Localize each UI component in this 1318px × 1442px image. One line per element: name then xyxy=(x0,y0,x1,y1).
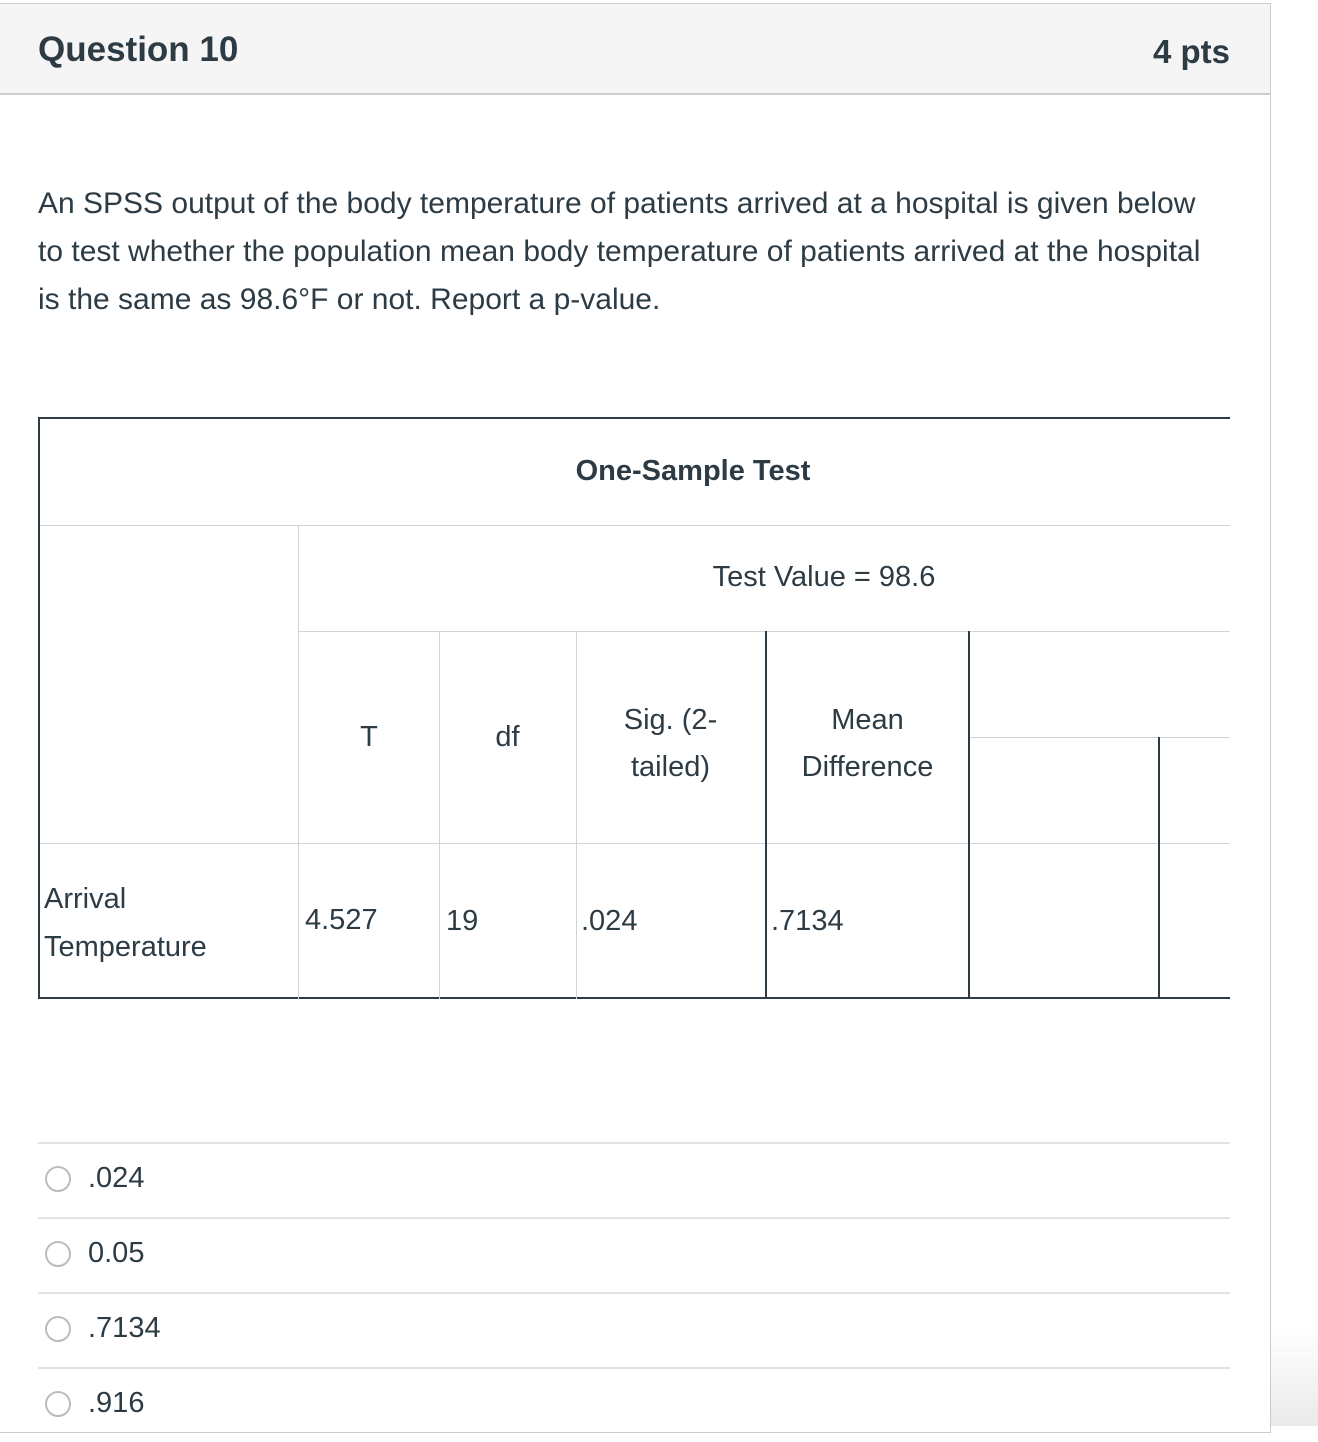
answer-option[interactable] xyxy=(38,1142,1230,1217)
answer-option[interactable] xyxy=(38,1367,1230,1442)
answer-label[interactable]: .024 xyxy=(88,1162,145,1194)
table-divider xyxy=(969,737,1230,738)
col-header-mean-line2: Difference xyxy=(801,751,934,783)
col-header-sig-line2: tailed) xyxy=(631,751,710,783)
cell-mean-difference-value: .7134 xyxy=(771,905,844,937)
table-left-border xyxy=(38,417,40,999)
cell-df-value: 19 xyxy=(446,905,479,937)
col-header-mean-difference xyxy=(767,697,968,791)
table-divider xyxy=(765,631,767,999)
answer-label[interactable]: .7134 xyxy=(88,1312,161,1344)
answer-label[interactable]: 0.05 xyxy=(88,1237,145,1269)
table-divider xyxy=(38,525,1230,526)
table-top-border xyxy=(38,417,1230,419)
one-sample-test-table xyxy=(38,417,1230,999)
radio-button[interactable] xyxy=(45,1316,71,1342)
row-label-line2: Temperature xyxy=(44,931,207,963)
table-divider xyxy=(298,525,299,999)
question-title: Question 10 xyxy=(38,30,239,69)
answer-label[interactable]: .916 xyxy=(88,1387,145,1419)
col-header-sig xyxy=(576,697,765,791)
radio-button[interactable] xyxy=(45,1241,71,1267)
table-divider xyxy=(439,631,440,999)
question-text: An SPSS output of the body temperature of patients arrived at a hospital is given below to test whether the population mean body temperature of patients arrived at the hospital is the same as 98.6°F or not. Report a p-value. xyxy=(38,187,1201,316)
answer-list xyxy=(38,1142,1230,1442)
radio-button[interactable] xyxy=(45,1391,71,1417)
row-label xyxy=(44,875,207,971)
table-divider xyxy=(576,631,577,999)
question-card xyxy=(0,3,1271,1433)
col-header-t: T xyxy=(360,721,378,753)
answer-option[interactable] xyxy=(38,1217,1230,1292)
cell-sig-value: .024 xyxy=(581,905,638,937)
col-header-mean-line1: Mean xyxy=(831,704,904,736)
page-shadow xyxy=(1271,1330,1318,1426)
table-title: One-Sample Test xyxy=(575,455,811,487)
answer-option[interactable] xyxy=(38,1292,1230,1367)
table-divider xyxy=(968,631,970,999)
col-header-sig-line1: Sig. (2- xyxy=(623,704,718,736)
table-divider xyxy=(38,843,1230,844)
col-header-df: df xyxy=(495,721,520,753)
radio-button[interactable] xyxy=(45,1166,71,1192)
table-bottom-border xyxy=(38,997,1230,999)
cell-t-value: 4.527 xyxy=(305,904,378,936)
test-value-label: Test Value = 98.6 xyxy=(712,561,936,593)
question-header xyxy=(0,4,1270,95)
row-label-line1: Arrival xyxy=(44,883,127,915)
table-divider xyxy=(1158,737,1160,999)
question-points: 4 pts xyxy=(1152,33,1230,70)
